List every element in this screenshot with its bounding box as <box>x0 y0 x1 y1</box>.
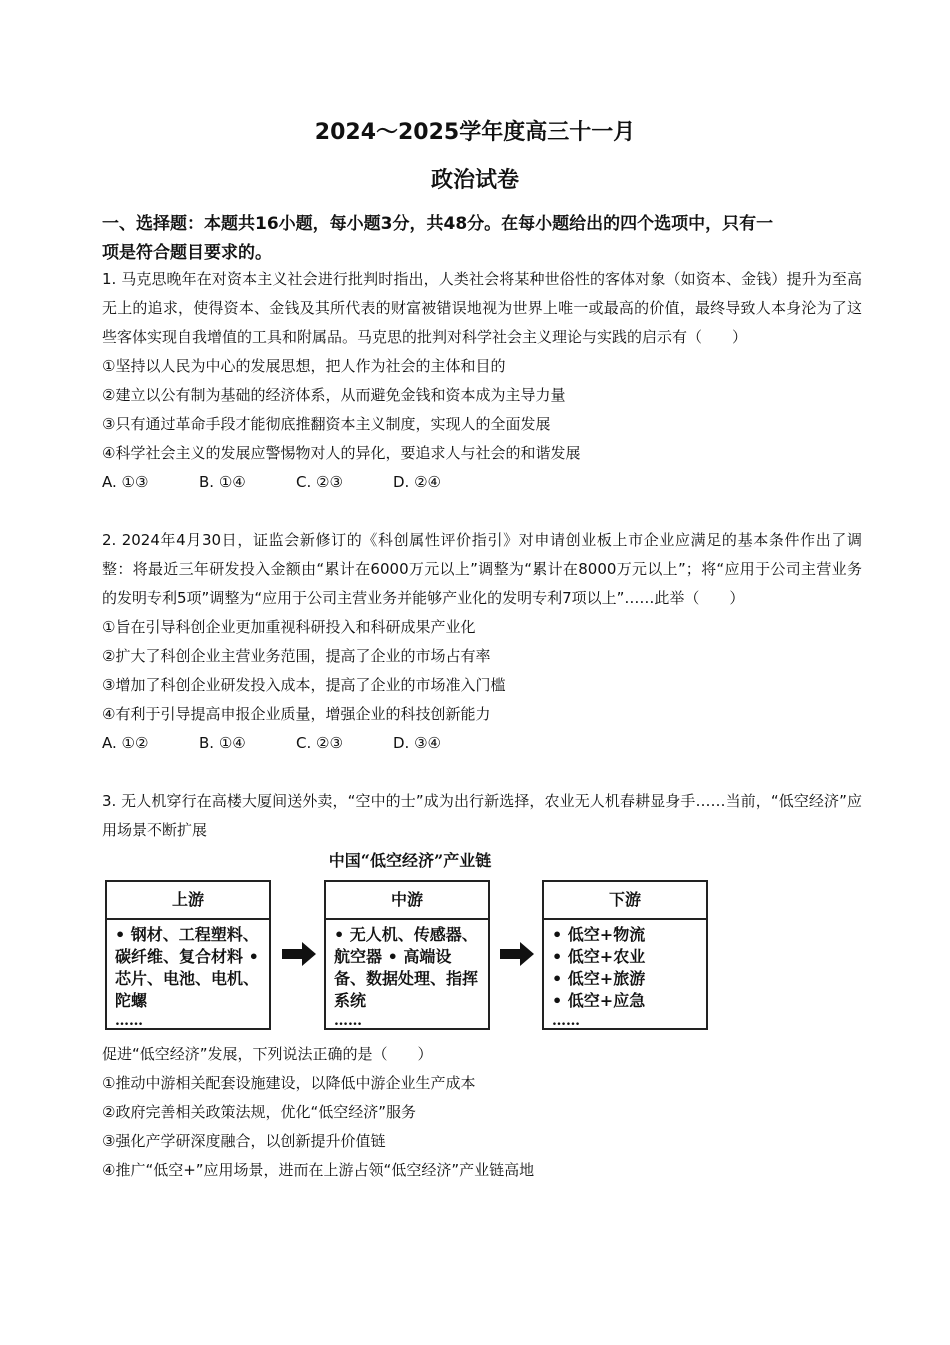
upstream-label: 上游 <box>107 882 269 920</box>
question-1-option-c: C. ②③ <box>296 473 343 491</box>
question-3 <box>102 787 862 845</box>
question-1-option-a: A. ①③ <box>102 473 149 491</box>
question-2-stem: 2. 2024年4月30日，证监会新修订的《科创属性评价指引》对申请创业板上市企业应满足的基本条件作出了调整：将最近三年研发投入金额由“累计在6000万元以上”调整为“累计在8000万元以上”；将“应用于公司主营业务的发明专利5项”调整为“应用于公司主营业务并能够产业化的发明专利7项以上”……此举（ ） <box>102 531 862 607</box>
question-1-item-3: ③只有通过革命手段才能彻底推翻资本主义制度，实现人的全面发展 <box>102 415 551 433</box>
industry-chain-diagram <box>100 848 720 1038</box>
arrow-right-icon <box>500 942 534 966</box>
question-2-item-2: ②扩大了科创企业主营业务范围，提高了企业的市场占有率 <box>102 647 491 665</box>
question-3-item-1: ①推动中游相关配套设施建设，以降低中游企业生产成本 <box>102 1074 476 1092</box>
downstream-item: • 低空+应急 <box>552 991 646 1010</box>
question-2-options <box>102 729 862 758</box>
question-1-item-4: ④科学社会主义的发展应警惕物对人的异化，要追求人与社会的和谐发展 <box>102 444 581 462</box>
question-2-item-3: ③增加了科创企业研发投入成本，提高了企业的市场准入门槛 <box>102 676 506 694</box>
midstream-box <box>324 880 490 1030</box>
question-2-item-4: ④有利于引导提高申报企业质量，增强企业的科技创新能力 <box>102 705 491 723</box>
question-1-item-1: ①坚持以人民为中心的发展思想，把人作为社会的主体和目的 <box>102 357 506 375</box>
question-1-option-b: B. ①④ <box>199 473 246 491</box>
downstream-item: • 低空+农业 <box>552 947 646 966</box>
question-2-option-d: D. ③④ <box>393 734 441 752</box>
question-1-stem: 1. 马克思晚年在对资本主义社会进行批判时指出，人类社会将某种世俗性的客体对象（如资本、金钱）提升为至高无上的追求，使得资本、金钱及其所代表的财富被错误地视为世界上唯一或最高的价值，最终导致人本身沦为了这些客体实现自我增值的工具和附属品。马克思的批判对科学社会主义理论与实践的启示有（ ） <box>102 270 862 346</box>
upstream-box <box>105 880 271 1030</box>
arrow-right-icon <box>282 942 316 966</box>
diagram-title: 中国“低空经济”产业链 <box>328 851 492 870</box>
question-3-question: 促进“低空经济”发展，下列说法正确的是（ ） <box>102 1045 433 1063</box>
exam-title-subject: 政治试卷 <box>430 168 519 193</box>
downstream-item: • 低空+物流 <box>552 925 646 944</box>
question-3-item-2: ②政府完善相关政策法规，优化“低空经济”服务 <box>102 1103 416 1121</box>
midstream-more: …… <box>334 1013 362 1029</box>
question-1-option-d: D. ②④ <box>393 473 441 491</box>
question-1 <box>102 265 862 497</box>
upstream-text: • 钢材、工程塑料、碳纤维、复合材料 • 芯片、电池、电机、陀螺 <box>115 925 260 1010</box>
midstream-label: 中游 <box>326 882 488 920</box>
section-heading <box>102 210 862 268</box>
question-3-item-4: ④推广“低空+”应用场景，进而在上游占领“低空经济”产业链高地 <box>102 1161 535 1179</box>
downstream-text <box>544 920 706 1012</box>
exam-title-year: 2024～2025学年度高三十一月 <box>314 120 636 145</box>
question-3-item-3: ③强化产学研深度融合，以创新提升价值链 <box>102 1132 386 1150</box>
downstream-item: • 低空+旅游 <box>552 969 646 988</box>
downstream-box <box>542 880 708 1030</box>
downstream-more: …… <box>552 1013 580 1029</box>
section-heading-line-1: 一、选择题：本题共16小题，每小题3分，共48分。在每小题给出的四个选项中，只有一 <box>102 214 774 234</box>
midstream-text: • 无人机、传感器、航空器 • 高端设备、数据处理、指挥系统 <box>334 925 479 1010</box>
question-1-options <box>102 468 862 497</box>
question-2-item-1: ①旨在引导科创企业更加重视科研投入和科研成果产业化 <box>102 618 476 636</box>
upstream-more: …… <box>115 1013 143 1029</box>
question-2-option-b: B. ①④ <box>199 734 246 752</box>
question-1-item-2: ②建立以公有制为基础的经济体系，从而避免金钱和资本成为主导力量 <box>102 386 566 404</box>
question-2 <box>102 526 862 758</box>
question-2-option-a: A. ①② <box>102 734 149 752</box>
question-2-option-c: C. ②③ <box>296 734 343 752</box>
question-3-body <box>102 1040 862 1185</box>
downstream-label: 下游 <box>544 882 706 920</box>
question-3-stem: 3. 无人机穿行在高楼大厦间送外卖，“空中的士”成为出行新选择，农业无人机春耕显身手……当前，“低空经济”应用场景不断扩展 <box>102 792 862 839</box>
section-heading-line-2: 项是符合题目要求的。 <box>102 243 272 263</box>
